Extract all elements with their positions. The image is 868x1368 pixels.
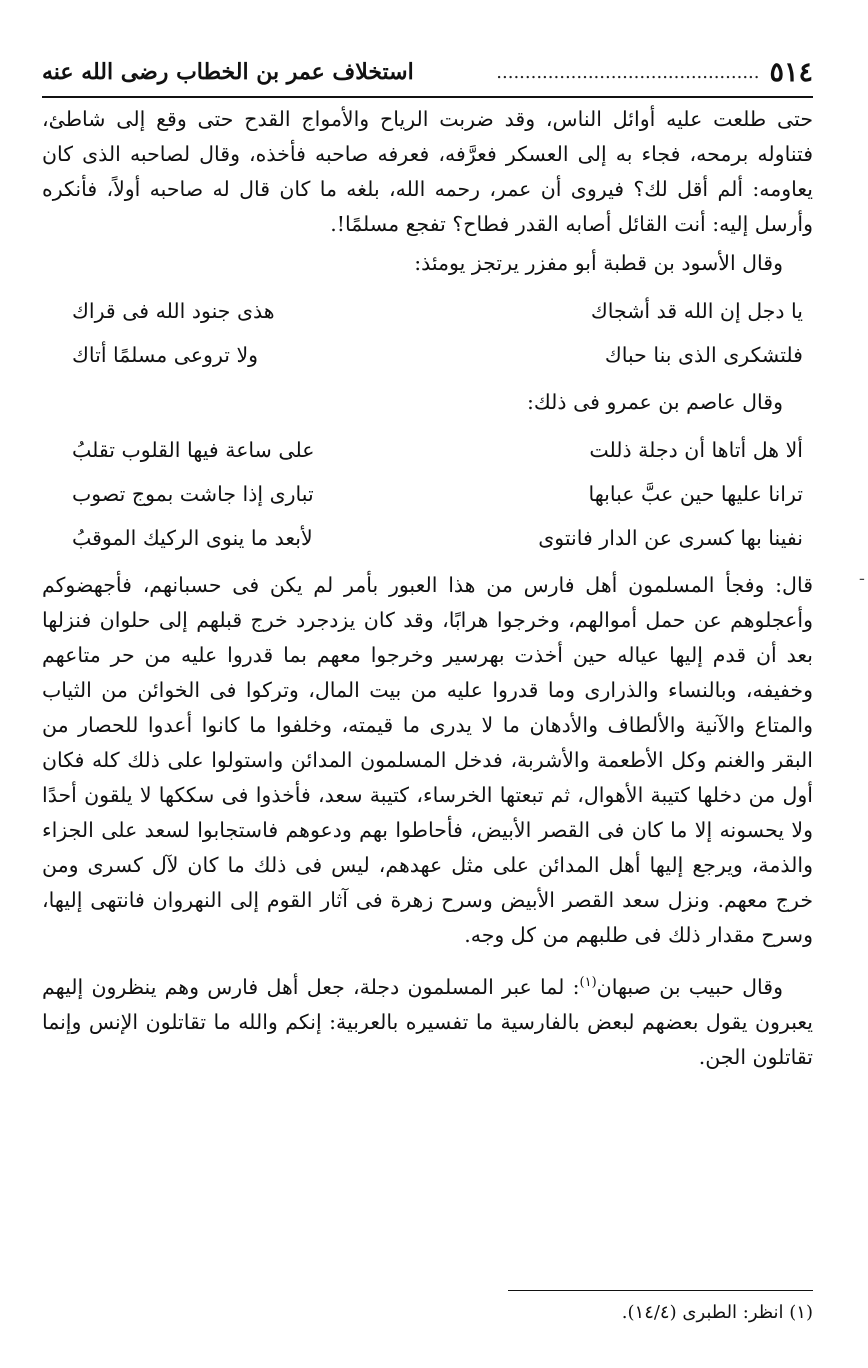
footnote-reference[interactable]: (١) <box>579 975 597 990</box>
verse-line <box>42 333 813 377</box>
poem-1-intro: وقال الأسود بن قطبة أبو مفزر يرتجز يومئذ: <box>414 251 783 275</box>
verse-line <box>42 289 813 333</box>
body-text <box>42 102 813 1075</box>
verse-line <box>42 428 813 472</box>
footnote-divider <box>508 1290 813 1291</box>
verse-line <box>42 472 813 516</box>
chapter-title: استخلاف عمر بن الخطاب رضى الله عنه <box>42 59 414 85</box>
poem-2-intro: وقال عاصم بن عمرو فى ذلك: <box>527 390 783 414</box>
page-number: ٥١٤ <box>769 56 813 88</box>
verse-second-hemistich: على ساعة فيها القلوب تقلبُ <box>72 438 315 462</box>
verse-line <box>42 516 813 560</box>
verse-first-hemistich: ألا هل أتاها أن دجلة ذللت <box>589 438 803 462</box>
poem-1 <box>42 289 813 377</box>
footnote: (١) انظر: الطبرى (١٤/٤). <box>621 1302 813 1323</box>
verse-second-hemistich: لأبعد ما ينوى الركيك الموقبُ <box>72 526 313 550</box>
margin-mark: ـ <box>859 568 864 584</box>
paragraph-3 <box>42 965 813 1075</box>
verse-second-hemistich: ولا تروعى مسلمًا أتاك <box>72 343 259 367</box>
verse-first-hemistich: فلتشكرى الذى بنا حباك <box>604 343 803 367</box>
verse-first-hemistich: يا دجل إن الله قد أشجاك <box>590 299 803 323</box>
paragraph-3-start: وقال حبيب بن صبهان <box>596 974 784 999</box>
paragraph-1: حتى طلعت عليه أوائل الناس، وقد ضربت الرياح والأمواج القدح حتى وقع إلى شاطئ، فتناوله برمحه، فجاء به إلى العسكر فعرَّفه، فعرفه صاحبه فأخذه، وقال لصاحبه الذى كان يعاومه: ألم أقل لك؟ فيروى أن عمر، رحمه الله، بلغه ما كان قال له صاحبه أولاً، فأنكره وأرسل إليه: أنت القائل أصابه القدر فطاح؟ تفجع مسلمًا!. <box>42 107 813 236</box>
paragraph-3-rest: : لما عبر المسلمون دجلة، جعل أهل فارس وهم ينظرون إليهم يعبرون يقول بعضهم لبعض بالفارسية ما تفسيره بالعربية: إنكم والله ما تقاتلون الإنس وإنما تقاتلون الجن. <box>42 974 813 1069</box>
verse-second-hemistich: هذى جنود الله فى قراك <box>72 299 275 323</box>
running-header <box>42 48 813 98</box>
paragraph-gap <box>42 953 813 965</box>
paragraph-2: قال: وفجأ المسلمون أهل فارس من هذا العبور بأمر لم يكن فى حسبانهم، فأجهضوكم وأعجلوهم عن حمل أموالهم، وخرجوا هرابًا، وقد كان يزدجرد خرج قبلهم إلى حلوان فنزلها بعد أن قدم إليها عياله حين أخذت بهرسير وخرجوا معهم بما قدروا عليه من حر متاعهم وخفيفه، وبالنساء والذرارى وما قدروا عليه من بيت المال، وتركوا فى الخوائن من الثياب والمتاع والآنية والألطاف والأدهان ما لا يدرى ما قيمته، وخلفوا ما كانوا أعدوا للحصار من البقر والغنم وكل الأطعمة والأشربة، فدخل المسلمون المدائن واستولوا على ذلك كله فكان أول من دخلها كتيبة الأهوال، ثم تبعتها الخرساء، كتيبة سعد، فأخذوا فى سككها لا يلقون أحدًا ولا يحسونه إلا ما كان فى القصر الأبيض، فأحاطوا بهم ودعوهم فاستجابوا لسعد على الجزاء والذمة، ويرجع إليها أهل المدائن على مثل عهدهم، ليس فى ذلك ما كان لآل كسرى ومن خرج معهم. ونزل سعد القصر الأبيض وسرح زهرة فى آثار القوم إلى النهروان فانتهى إليها، وسرح مقدار ذلك فى طلبهم من كل وجه. <box>42 573 813 947</box>
poem-2 <box>42 428 813 560</box>
header-leader-dots: .............................................. <box>496 61 760 83</box>
verse-first-hemistich: نفينا بها كسرى عن الدار فانتوى <box>538 526 803 550</box>
verse-first-hemistich: ترانا عليها حين عبَّ عبابها <box>588 482 803 506</box>
verse-second-hemistich: تبارى إذا جاشت بموج تصوب <box>72 482 314 506</box>
